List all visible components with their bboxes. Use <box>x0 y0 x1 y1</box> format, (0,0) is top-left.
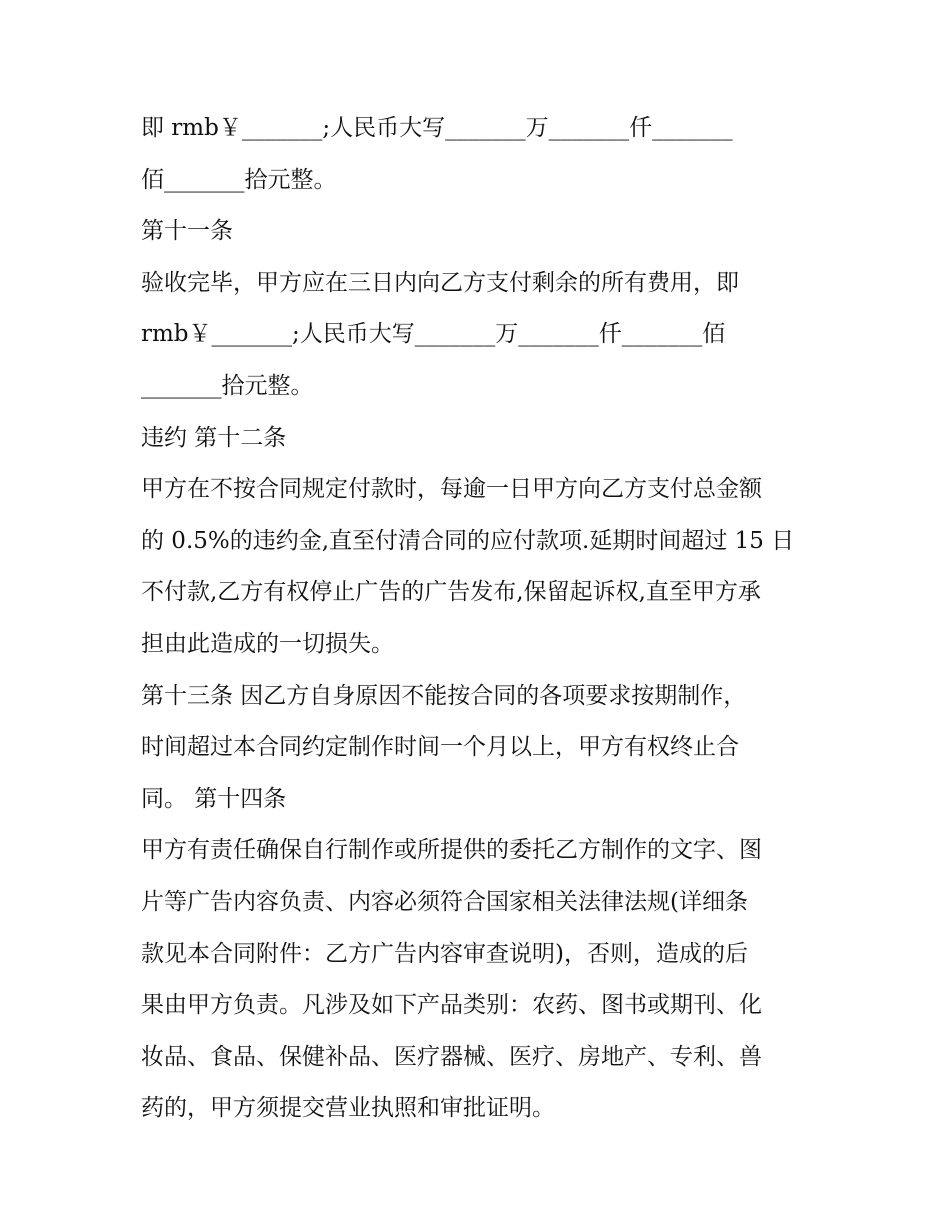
text-line: 佰_______拾元整。 <box>141 166 337 193</box>
text-line: 药的，甲方须提交营业执照和审批证明。 <box>141 1095 555 1122</box>
text-line: 第十三条 因乙方自身原因不能按合同的各项要求按期制作， <box>141 682 747 709</box>
article-heading: 第十一条 <box>141 218 233 245</box>
text-line: 时间超过本合同约定制作时间一个月以上，甲方有权终止合 <box>141 734 739 761</box>
article-heading: 违约 第十二条 <box>141 424 287 451</box>
text-line: 不付款,乙方有权停止广告的广告发布,保留起诉权,直至甲方承 <box>141 579 761 606</box>
text-line: 同。 第十四条 <box>141 785 287 812</box>
text-line: 妆品、食品、保健补品、医疗器械、医疗、房地产、专利、兽 <box>141 1043 762 1070</box>
text-line: rmb￥_______;人民币大写_______万_______仟_______佰 <box>141 321 726 348</box>
text-line: 片等广告内容负责、内容必须符合国家相关法律法规(详细条 <box>141 888 748 915</box>
text-line: 担由此造成的一切损失。 <box>141 630 394 657</box>
text-line: 果由甲方负责。凡涉及如下产品类别：农药、图书或期刊、化 <box>141 992 762 1019</box>
text-line: 甲方有责任确保自行制作或所提供的委托乙方制作的文字、图 <box>141 837 762 864</box>
text-line: _______拾元整。 <box>141 372 314 399</box>
text-line: 甲方在不按合同规定付款时，每逾一日甲方向乙方支付总金额 <box>141 476 762 503</box>
text-line: 的 0.5%的违约金,直至付清合同的应付款项.延期时间超过 15 日 <box>141 527 795 554</box>
text-line: 款见本合同附件：乙方广告内容审查说明)，否则，造成的后 <box>141 940 748 967</box>
document-body <box>141 103 821 1135</box>
text-line: 验收完毕，甲方应在三日内向乙方支付剩余的所有费用，即 <box>141 269 739 296</box>
text-line: 即 rmb￥_______;人民币大写_______万_______仟_______ <box>141 115 733 141</box>
